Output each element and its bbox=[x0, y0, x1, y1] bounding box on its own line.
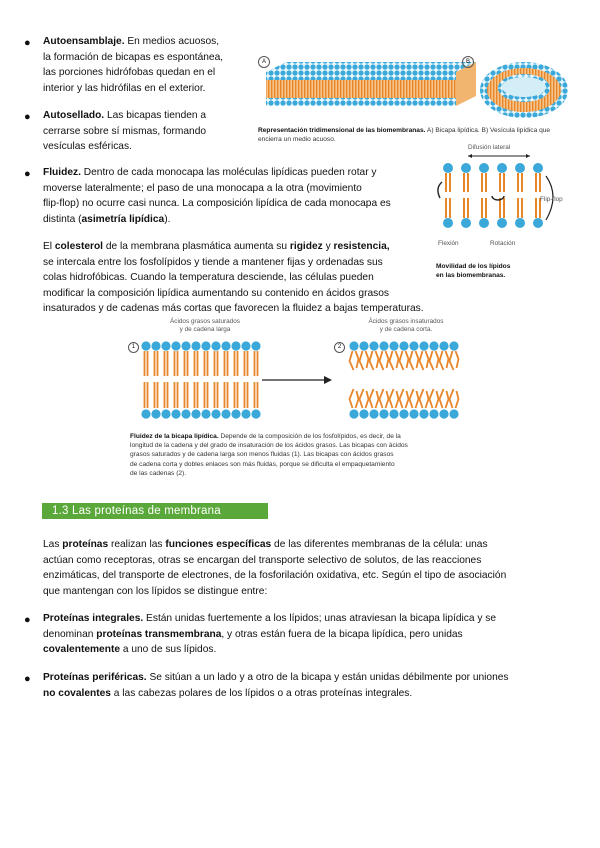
proteins-intro-paragraph bbox=[43, 537, 553, 599]
fig3-caption bbox=[130, 432, 470, 478]
text-line: colas hidrofóbicas. Cuando la temperatura desciende, las células pueden bbox=[43, 272, 374, 283]
caption-bold: Movilidad de los lípidos bbox=[436, 263, 511, 270]
bold-term: rigidez bbox=[289, 241, 323, 252]
perifericas-term: Proteínas periféricas. bbox=[43, 672, 147, 683]
text-line: modificar la composición lipídica aumentando su contenido en ácidos grasos bbox=[43, 287, 390, 299]
bold-term: covalentemente bbox=[43, 644, 121, 655]
text-line: denominan bbox=[43, 628, 97, 640]
bold-term: asimetría lipídica bbox=[81, 213, 165, 225]
bullet-dot: ● bbox=[24, 168, 31, 180]
fig1-caption bbox=[258, 126, 588, 144]
text-line: Las bicapas tienden a bbox=[104, 110, 207, 121]
figure-label-a: A bbox=[258, 56, 270, 68]
rotation-label: Rotación bbox=[490, 240, 516, 247]
lateral-diffusion-label: Difusión lateral bbox=[468, 144, 511, 151]
text-line: moverse lateralmente; el paso de una monocapa a la otra (movimiento bbox=[43, 182, 362, 194]
step-1-number: 1 bbox=[128, 342, 139, 353]
bullet-dot: ● bbox=[24, 111, 31, 123]
bold-term: no covalentes bbox=[43, 687, 111, 699]
text-line: a uno de sus lípidos. bbox=[120, 644, 217, 655]
text-line: de las diferentes membranas de la célula: unas bbox=[271, 539, 488, 550]
autosellado-paragraph bbox=[43, 108, 253, 155]
text-line: se intercala entre los fosfolípidos y tiende a mantener fijas y ordenadas sus bbox=[43, 256, 383, 268]
text-line: , y otras están fuera de la bicapa lipídica, pero unidas bbox=[221, 628, 463, 640]
bold-term: resistencia, bbox=[333, 241, 390, 252]
bullet-dot: ● bbox=[24, 37, 31, 49]
fluidez-paragraph bbox=[43, 165, 433, 227]
flip-flop-label: Flip-flop bbox=[540, 196, 563, 203]
section-title: 1.3 Las proteínas de membrana bbox=[42, 503, 268, 519]
autoensamblaje-term: Autoensamblaje. bbox=[43, 36, 125, 47]
bold-term: colesterol bbox=[54, 241, 104, 252]
text-line: de la membrana plasmática aumenta su bbox=[103, 241, 290, 252]
text-line: El bbox=[43, 241, 55, 252]
fluidity-figure bbox=[128, 338, 468, 428]
caption-text: longitud de la cadena y del grado de insaturación de los ácidos grasos. Las bicapas con ácidos bbox=[130, 442, 408, 450]
text-line: enzimáticas, del transporte de electrones, de la fosforilación oxidativa, etc. Según el tipo de asociación bbox=[43, 570, 507, 581]
autoensamblaje-paragraph bbox=[43, 34, 253, 96]
text-line: flip-flop) no ocurre casi nunca. La composición lipídica de cada monocapa es bbox=[43, 198, 391, 209]
saturated-label bbox=[160, 318, 250, 334]
caption-text: grasos saturados y de cadena larga son menos fluidas (1). Las bicapas con ácidos grasos bbox=[130, 451, 394, 459]
caption-text: encierra un medio acuoso. bbox=[258, 136, 336, 144]
text-line: insaturados y de cadenas más cortas que favorecen la fluidez a bajas temperaturas. bbox=[43, 303, 424, 314]
text-line: que mantengan con los lípidos se distingue entre: bbox=[43, 585, 268, 597]
colesterol-paragraph bbox=[43, 239, 463, 317]
autosellado-term: Autosellado. bbox=[43, 110, 105, 121]
caption-text: de cadena corta y dobles enlaces son más fluidas, porque se dificulta el empaquetamiento bbox=[130, 460, 395, 468]
label-line: Ácidos grasos saturados bbox=[170, 318, 240, 325]
caption-bold: en las biomembranas. bbox=[436, 272, 506, 280]
text-line: realizan las bbox=[108, 539, 166, 550]
integrales-term: Proteínas integrales. bbox=[43, 613, 144, 624]
bilayer-figure bbox=[256, 58, 576, 128]
label-line: Ácidos grasos insaturados bbox=[368, 318, 444, 325]
caption-bold: Representación tridimensional de las biomembranas. bbox=[258, 127, 426, 134]
text-line: Las bbox=[43, 539, 63, 550]
integrales-paragraph bbox=[43, 611, 563, 658]
text-line: Se sitúan a un lado y a otro de la bicapa y están unidas débilmente por uniones bbox=[146, 672, 509, 683]
text-line: distinta ( bbox=[43, 213, 82, 225]
text-line: las porciones hidrófobas quedan en el bbox=[43, 67, 216, 78]
text-line: y bbox=[322, 241, 334, 252]
text-line: actúan como receptoras, otras se encargan del transporte selectivo de solutos, de las reacciones bbox=[43, 554, 482, 566]
bullet-dot: ● bbox=[24, 673, 31, 685]
text-line: cerrarse sobre sí mismas, formando bbox=[43, 125, 207, 137]
text-line: vesículas esféricas. bbox=[43, 141, 132, 152]
bilayer-vesicle-illustration bbox=[256, 58, 576, 128]
bold-term: funciones específicas bbox=[165, 539, 272, 550]
caption-text: Depende de la composición de los fosfolípidos, es decir, de la bbox=[218, 433, 401, 440]
text-line: Están unidas fuertemente a los lípidos; unas atraviesan la bicapa lipídica y se bbox=[143, 613, 497, 624]
figure-label-b: B bbox=[462, 56, 474, 68]
perifericas-paragraph bbox=[43, 670, 563, 701]
text-line: ). bbox=[164, 213, 171, 225]
lipid-mobility-figure bbox=[434, 146, 574, 251]
text-line: interior y las hidrófilas en el exterior. bbox=[43, 82, 206, 94]
bold-term: proteínas transmembrana bbox=[96, 628, 222, 640]
bullet-dot: ● bbox=[24, 614, 31, 626]
label-line: y de cadena larga bbox=[179, 326, 231, 333]
bold-term: proteínas bbox=[62, 539, 109, 550]
text-line: a las cabezas polares de los lípidos o a otras proteínas integrales. bbox=[110, 687, 413, 699]
fluidez-term: Fluidez. bbox=[43, 167, 81, 178]
caption-text: A) Bicapa lipídica. B) Vesícula lipídica que bbox=[425, 127, 551, 134]
step-2-number: 2 bbox=[334, 342, 345, 353]
caption-text: de las cadenas (2). bbox=[130, 469, 187, 477]
fluidity-illustration bbox=[128, 338, 468, 428]
text-line: En medios acuosos, bbox=[124, 36, 220, 47]
unsaturated-label bbox=[358, 318, 454, 334]
text-line: Dentro de cada monocapa las moléculas lipídicas pueden rotar y bbox=[80, 167, 377, 178]
label-line: y de cadena corta. bbox=[379, 326, 433, 333]
flexion-label: Flexión bbox=[438, 240, 459, 247]
caption-bold: Fluidez de la bicapa lipídica. bbox=[130, 433, 219, 440]
text-line: la formación de bicapas es espontánea, bbox=[43, 51, 224, 63]
